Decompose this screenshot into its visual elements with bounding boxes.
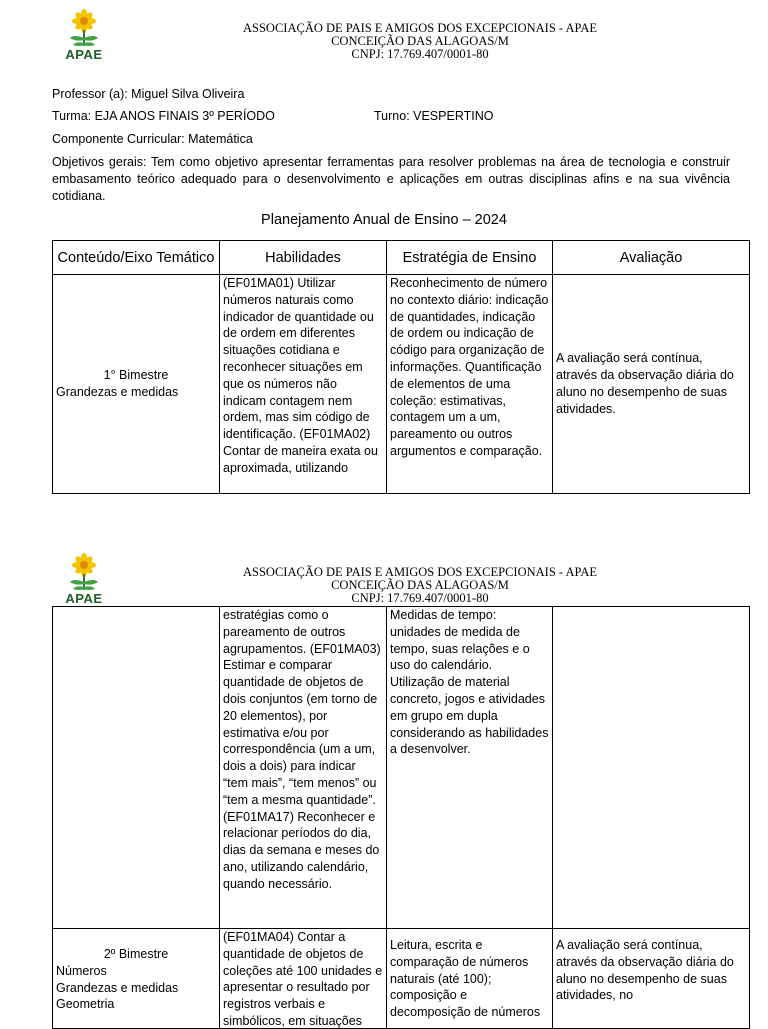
header-line-3: CNPJ: 17.769.407/0001-80 — [351, 47, 489, 61]
estrategia-text: Medidas de tempo: unidades de medida de tempo, suas relações e o uso do calendário. Utilização de material concreto, jogos e atividades em grupo em dupla considerando as habilidades a desenvolver. — [390, 608, 549, 757]
header-line-2: CONCEIÇÃO DAS ALAGOAS/M — [331, 34, 509, 48]
cell-estrategia-1bim — [387, 275, 553, 494]
bimestre-label: 1° Bimestre — [103, 368, 169, 383]
document-page-2 — [0, 536, 768, 1028]
column-header-habilidades: Habilidades — [220, 241, 387, 275]
habilidades-text: (EF01MA04) Contar a quantidade de objetos de coleções até 100 unidades e apresentar o resultado por registros verbais e simbólicos, em situações — [223, 930, 383, 1028]
cell-conteudo-2bim — [53, 929, 220, 1029]
cell-habilidades-continued — [220, 607, 387, 929]
avaliacao-text: A avaliação será contínua, através da observação diária do aluno no desempenho de suas atividades, no — [556, 938, 734, 1003]
componente-line: Componente Curricular: Matemática — [52, 132, 253, 146]
header-line-3: CNPJ: 17.769.407/0001-80 — [351, 591, 489, 605]
bimestre-label: 2º Bimestre — [103, 947, 169, 961]
cell-avaliacao-continued — [553, 607, 750, 929]
header-line-2: CONCEIÇÃO DAS ALAGOAS/M — [331, 578, 509, 592]
eixo-label: Grandezas e medidas — [56, 980, 179, 995]
document-header — [120, 566, 720, 605]
plan-table-page-1 — [52, 240, 750, 494]
estrategia-text: Reconhecimento de número no contexto diário: indicação de quantidades, indicação de ordem ou indicação de código para organização de informações. Quantificação de elementos de uma coleção: estimativas, contagem um a um, pareamento ou outros argumentos e comparação. — [390, 276, 549, 458]
cell-conteudo-continued — [53, 607, 220, 929]
eixo-label: Geometria — [56, 997, 115, 1012]
header-line-1: ASSOCIAÇÃO DE PAIS E AMIGOS DOS EXCEPCIONAIS - APAE — [243, 565, 597, 579]
cell-estrategia-2bim — [387, 929, 553, 1029]
column-header-avaliacao: Avaliação — [553, 241, 750, 275]
plan-table-page-2 — [52, 606, 750, 1029]
column-header-estrategia: Estratégia de Ensino — [387, 241, 553, 275]
cell-conteudo-1bim — [53, 275, 220, 494]
eixo-label: Grandezas e medidas — [56, 385, 179, 399]
apae-logo — [62, 8, 106, 62]
table-row — [53, 929, 750, 1029]
objetivos-paragraph: Objetivos gerais: Tem como objetivo apresentar ferramentas para resolver problemas na área de tecnologia e construir embasamento teórico adequado para o desenvolvimento e aplicações em outras disciplinas afins e na sua vivência cotidiana. — [52, 155, 730, 203]
apae-logo — [62, 552, 106, 606]
cell-estrategia-continued — [387, 607, 553, 929]
document-header — [120, 22, 720, 61]
cell-habilidades-2bim — [220, 929, 387, 1029]
cell-avaliacao-2bim — [553, 929, 750, 1029]
table-header-row — [53, 241, 750, 275]
apae-logo-text: APAE — [65, 591, 103, 606]
cell-avaliacao-1bim — [553, 275, 750, 494]
page-gap — [0, 520, 768, 536]
apae-flower-icon — [62, 8, 106, 48]
habilidades-text: estratégias como o pareamento de outros agrupamentos. (EF01MA03) Estimar e comparar quantidade de objetos de dois conjuntos (em torno de 20 elementos), por estimativa e/ou por correspondência (um a um, dois a dois) para indicar “tem mais”, “tem menos” ou “tem a mesma quantidade”. (EF01MA17) Reconhecer e relacionar períodos do dia, dias da semana e meses do ano, utilizando calendário, quando necessário. — [223, 608, 381, 891]
estrategia-text: Leitura, escrita e comparação de números naturais (até 100); composição e decomposição de números — [390, 938, 541, 1020]
professor-line: Professor (a): Miguel Silva Oliveira — [52, 87, 245, 101]
apae-logo-text: APAE — [65, 47, 103, 62]
header-line-1: ASSOCIAÇÃO DE PAIS E AMIGOS DOS EXCEPCIONAIS - APAE — [243, 21, 597, 35]
turno-line: Turno: VESPERTINO — [374, 109, 494, 123]
cell-habilidades-1bim — [220, 275, 387, 494]
avaliacao-text: A avaliação será contínua, através da observação diária do aluno no desempenho de suas atividades. — [556, 351, 734, 416]
eixo-label: Números — [56, 963, 107, 978]
plan-title: Planejamento Anual de Ensino – 2024 — [261, 212, 507, 228]
table-row — [53, 607, 750, 929]
turma-line: Turma: EJA ANOS FINAIS 3º PERÍODO — [52, 109, 275, 123]
habilidades-text: (EF01MA01) Utilizar números naturais como indicador de quantidade ou de ordem em diferentes situações cotidiana e reconhecer situações em que os números não indicam contagem nem ordem, mas sim código de identificação. (EF01MA02) Contar de maneira exata ou aproximada, utilizando — [223, 276, 378, 475]
apae-flower-icon — [62, 552, 106, 592]
column-header-conteudo: Conteúdo/Eixo Temático — [53, 241, 220, 275]
table-row — [53, 275, 750, 494]
